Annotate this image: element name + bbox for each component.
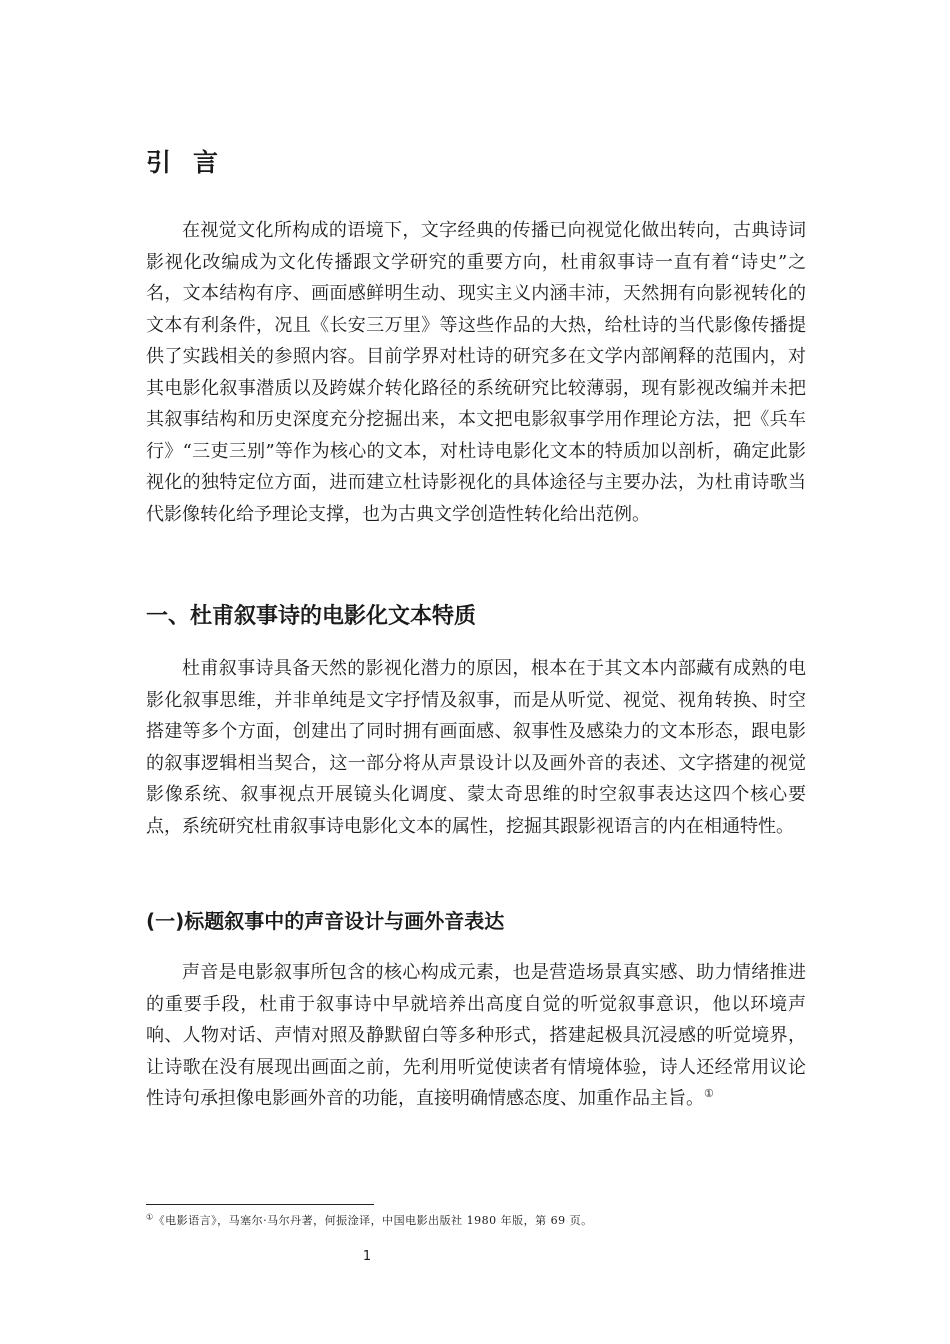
subsection-1-paragraph bbox=[146, 957, 806, 1115]
section-1-paragraph: 杜甫叙事诗具备天然的影视化潜力的原因，根本在于其文本内部藏有成熟的电影化叙事思维，并非单纯是文字抒情及叙事，而是从听觉、视觉、视角转换、时空搭建等多个方面，创建出了同时拥有画面感、叙事性及感染力的文本形态，跟电影的叙事逻辑相当契合，这一部分将从声景设计以及画外音的表述、文字搭建的视觉影像系统、叙事视点开展镜头化调度、蒙太奇思维的时空叙事表达这四个核心要点，系统研究杜甫叙事诗电影化文本的属性，挖掘其跟影视语言的内在相通特性。 bbox=[146, 658, 806, 837]
subsection-1-heading: (一)标题叙事中的声音设计与画外音表达 bbox=[146, 909, 505, 933]
intro-heading: 引言 bbox=[146, 148, 241, 177]
footnote-text: 《电影语言》，马塞尔·马尔丹著，何振淦译，中国电影出版社 1980 年版，第 69 页。 bbox=[153, 1214, 593, 1227]
subsection-1-text: 声音是电影叙事所包含的核心构成元素，也是营造场景真实感、助力情绪推进的重要手段，杜甫于叙事诗中早就培养出高度自觉的听觉叙事意识，他以环境声响、人物对话、声情对照及静默留白等多种形式，搭建起极具沉浸感的听觉境界，让诗歌在没有展现出画面之前，先利用听觉使读者有情境体验，诗人还经常用议论性诗句承担像电影画外音的功能，直接明确情感态度、加重作品主旨。 bbox=[146, 962, 806, 1109]
footnote-reference[interactable]: ① bbox=[704, 1087, 714, 1100]
intro-paragraph: 在视觉文化所构成的语境下，文字经典的传播已向视觉化做出转向，古典诗词影视化改编成为文化传播跟文学研究的重要方向，杜甫叙事诗一直有着“诗史”之名，文本结构有序、画面感鲜明生动、现实主义内涵丰沛，天然拥有向影视转化的文本有利条件，况且《长安三万里》等这些作品的大热，给杜诗的当代影像传播提供了实践相关的参照内容。目前学界对杜诗的研究多在文学内部阐释的范围内，对其电影化叙事潜质以及跨媒介转化路径的系统研究比较薄弱，现有影视改编并未把其叙事结构和历史深度充分挖掘出来，本文把电影叙事学用作理论方法，把《兵车行》“三吏三别”等作为核心的文本，对杜诗电影化文本的特质加以剖析，确定此影视化的独特定位方面，进而建立杜诗影视化的具体途径与主要办法，为杜甫诗歌当代影像转化给予理论支撑，也为古典文学创造性转化给出范例。 bbox=[146, 220, 806, 525]
page-number: 1 bbox=[362, 1249, 372, 1264]
footnote-mark: ① bbox=[146, 1212, 154, 1222]
section-1-heading: 一、杜甫叙事诗的电影化文本特质 bbox=[146, 604, 477, 629]
footnote bbox=[146, 1212, 593, 1230]
footnote-divider bbox=[146, 1204, 374, 1205]
